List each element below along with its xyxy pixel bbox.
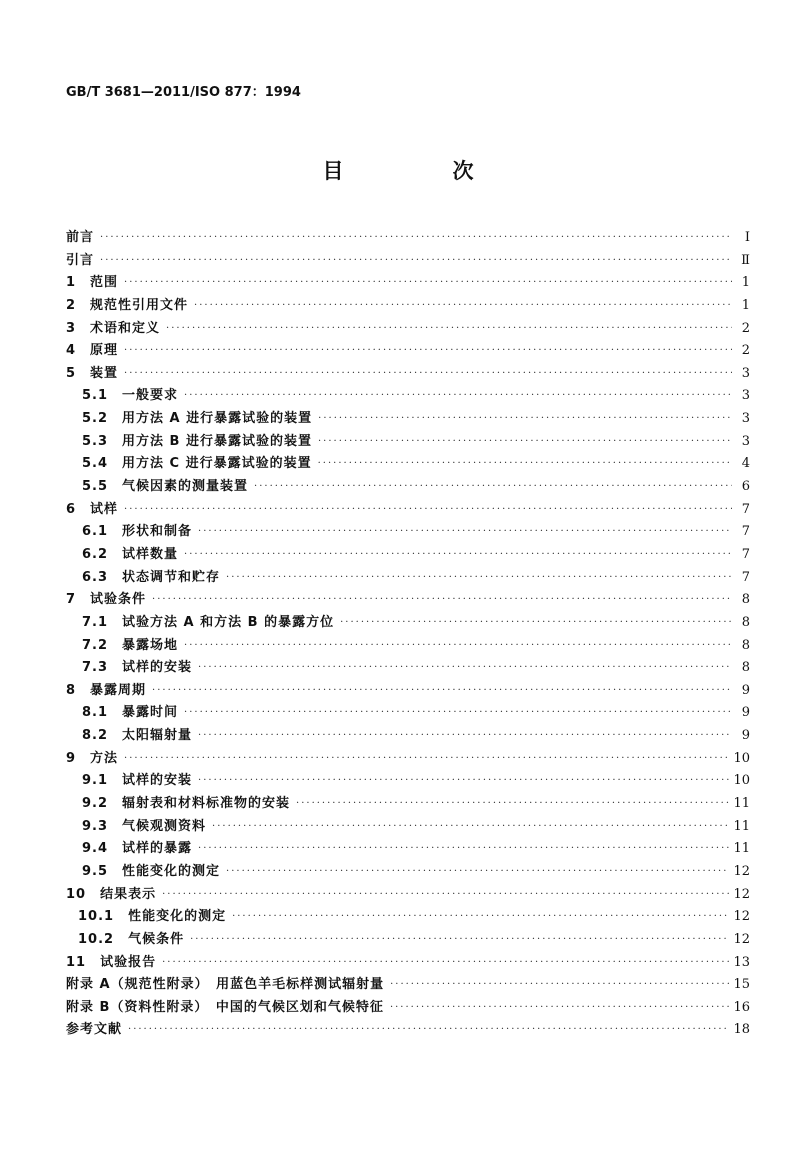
toc-entry[interactable] <box>66 475 750 498</box>
toc-entry-label: 11 试验报告 <box>66 954 157 970</box>
toc-entry-label: 引言 <box>66 252 95 268</box>
toc-entry-page-number: 12 <box>733 931 750 947</box>
toc-entry[interactable] <box>66 701 750 724</box>
toc-entry[interactable] <box>66 339 750 362</box>
toc-entry-label: 10.2 气候条件 <box>78 931 185 947</box>
toc-entry-page-number: 8 <box>741 614 750 630</box>
toc-entry-label: 1 范围 <box>66 275 119 291</box>
toc-entry-page-number: 1 <box>741 275 750 291</box>
toc-entry-label: 7.3 试样的安装 <box>82 660 193 676</box>
toc-entry-page-number: 12 <box>733 909 750 925</box>
toc-leader-dots <box>152 685 732 696</box>
toc-entry[interactable] <box>66 271 750 294</box>
toc-entry-page-number: 7 <box>741 524 750 540</box>
toc-entry-page-number: 3 <box>741 433 750 449</box>
toc-entry[interactable] <box>66 883 750 906</box>
toc-leader-dots <box>198 843 729 854</box>
toc-entry-label: 7 试验条件 <box>66 592 147 608</box>
toc-leader-dots <box>184 707 732 718</box>
toc-entry-page-number: 18 <box>733 1022 750 1038</box>
toc-leader-dots <box>124 277 732 288</box>
toc-entry-page-number: 9 <box>741 705 750 721</box>
toc-leader-dots <box>318 458 732 469</box>
toc-leader-dots <box>194 300 732 311</box>
toc-entry-label: 8.1 暴露时间 <box>82 705 179 721</box>
toc-leader-dots <box>166 323 732 334</box>
toc-entry-label: 6.2 试样数量 <box>82 546 179 562</box>
toc-entry[interactable] <box>66 566 750 589</box>
toc-entry-page-number: 7 <box>741 569 750 585</box>
toc-entry-page-number: 16 <box>733 999 750 1015</box>
toc-leader-dots <box>124 753 729 764</box>
toc-entry[interactable] <box>66 724 750 747</box>
toc-entry[interactable] <box>66 384 750 407</box>
toc-entry-page-number: 7 <box>741 501 750 517</box>
toc-leader-dots <box>340 617 732 628</box>
toc-entry[interactable] <box>66 928 750 951</box>
toc-entry[interactable] <box>66 498 750 521</box>
toc-entry-label: 参考文献 <box>66 1022 123 1038</box>
toc-entry[interactable] <box>66 905 750 928</box>
toc-entry-label: 9.4 试样的暴露 <box>82 841 193 857</box>
toc-entry-label: 5.1 一般要求 <box>82 388 179 404</box>
toc-entry[interactable] <box>66 634 750 657</box>
toc-entry-label: 7.2 暴露场地 <box>82 637 179 653</box>
page-title: 目 次 <box>322 159 518 183</box>
toc-entry-label: 9.3 气候观测资料 <box>82 818 207 834</box>
toc-entry-page-number: Ⅱ <box>741 252 750 268</box>
toc-entry-label: 4 原理 <box>66 343 119 359</box>
toc-entry[interactable] <box>66 792 750 815</box>
toc-entry-label: 10.1 性能变化的测定 <box>78 909 227 925</box>
toc-entry[interactable] <box>66 520 750 543</box>
toc-leader-dots <box>390 1002 730 1013</box>
toc-entry[interactable] <box>66 656 750 679</box>
toc-entry[interactable] <box>66 837 750 860</box>
toc-entry-page-number: 4 <box>741 456 750 472</box>
toc-leader-dots <box>232 911 729 922</box>
toc-leader-dots <box>198 662 732 673</box>
toc-leader-dots <box>212 821 729 832</box>
toc-leader-dots <box>100 255 732 266</box>
toc-leader-dots <box>318 436 732 447</box>
toc-entry-page-number: 11 <box>733 841 750 857</box>
toc-entry-page-number: 13 <box>733 954 750 970</box>
toc-entry-label: 10 结果表示 <box>66 886 157 902</box>
toc-leader-dots <box>254 481 732 492</box>
toc-entry[interactable] <box>66 973 750 996</box>
toc-entry[interactable] <box>66 430 750 453</box>
toc-leader-dots <box>124 368 732 379</box>
toc-entry-page-number: Ⅰ <box>744 230 750 245</box>
toc-leader-dots <box>128 1024 729 1035</box>
toc-entry-page-number: 3 <box>741 365 750 381</box>
toc-entry-page-number: 8 <box>741 660 750 676</box>
toc-entry[interactable] <box>66 294 750 317</box>
toc-entry[interactable] <box>66 226 750 249</box>
toc-entry-page-number: 11 <box>733 818 750 834</box>
toc-entry-label: 5.5 气候因素的测量装置 <box>82 479 249 495</box>
toc-entry[interactable] <box>66 951 750 974</box>
toc-entry-page-number: 10 <box>733 750 750 766</box>
toc-entry[interactable] <box>66 249 750 272</box>
toc-leader-dots <box>390 979 729 990</box>
toc-leader-dots <box>184 549 732 560</box>
toc-entry[interactable] <box>66 317 750 340</box>
toc-entry-page-number: 9 <box>741 682 750 698</box>
toc-entry-label: 5.4 用方法 C 进行暴露试验的装置 <box>82 456 312 472</box>
toc-entry[interactable] <box>66 543 750 566</box>
toc-entry-page-number: 2 <box>741 320 750 336</box>
toc-entry[interactable] <box>66 362 750 385</box>
toc-leader-dots <box>226 866 729 877</box>
toc-entry-page-number: 12 <box>733 863 750 879</box>
toc-entry-label: 附录 B（资料性附录） 中国的气候区划和气候特征 <box>66 999 384 1015</box>
toc-entry-label: 前言 <box>66 230 95 245</box>
toc-leader-dots <box>296 798 729 809</box>
toc-leader-dots <box>184 390 732 401</box>
toc-entry-page-number: 8 <box>741 592 750 608</box>
toc-leader-dots <box>226 572 732 583</box>
toc-entry-label: 2 规范性引用文件 <box>66 297 189 313</box>
toc-leader-dots <box>184 640 732 651</box>
toc-entry-page-number: 7 <box>741 546 750 562</box>
toc-leader-dots <box>190 934 729 945</box>
toc-entry-page-number: 3 <box>741 388 750 404</box>
toc-entry-page-number: 12 <box>733 886 750 902</box>
toc-entry[interactable] <box>66 815 750 838</box>
toc-entry-page-number: 10 <box>733 773 750 789</box>
toc-entry-page-number: 8 <box>741 637 750 653</box>
toc-entry-label: 9.1 试样的安装 <box>82 773 193 789</box>
toc-entry[interactable] <box>66 1018 750 1041</box>
toc-entry-label: 5.3 用方法 B 进行暴露试验的装置 <box>82 433 312 449</box>
standard-number: GB/T 3681—2011/ISO 877：1994 <box>66 85 301 100</box>
toc-entry[interactable] <box>66 769 750 792</box>
toc-entry[interactable] <box>66 860 750 883</box>
toc-entry[interactable] <box>66 588 750 611</box>
toc-leader-dots <box>162 889 729 900</box>
toc-entry[interactable] <box>66 611 750 634</box>
table-of-contents <box>66 226 750 1041</box>
toc-entry-label: 6.1 形状和制备 <box>82 524 193 540</box>
toc-entry-page-number: 3 <box>741 411 750 427</box>
toc-entry-page-number: 2 <box>741 343 750 359</box>
toc-entry-label: 9.2 辐射表和材料标准物的安装 <box>82 796 291 812</box>
toc-leader-dots <box>318 413 732 424</box>
toc-entry-page-number: 15 <box>733 977 750 993</box>
toc-entry-page-number: 11 <box>733 796 750 812</box>
toc-leader-dots <box>152 594 732 605</box>
toc-entry[interactable] <box>66 747 750 770</box>
toc-entry[interactable] <box>66 407 750 430</box>
toc-entry-label: 7.1 试验方法 A 和方法 B 的暴露方位 <box>82 614 335 630</box>
toc-entry[interactable] <box>66 679 750 702</box>
toc-leader-dots <box>198 775 729 786</box>
toc-leader-dots <box>198 730 732 741</box>
toc-entry-label: 5 装置 <box>66 365 119 381</box>
toc-entry-label: 5.2 用方法 A 进行暴露试验的装置 <box>82 411 313 427</box>
toc-entry-label: 3 术语和定义 <box>66 320 161 336</box>
toc-leader-dots <box>124 504 732 515</box>
toc-entry[interactable] <box>66 452 750 475</box>
toc-entry-label: 6.3 状态调节和贮存 <box>82 569 221 585</box>
toc-entry-label: 6 试样 <box>66 501 119 517</box>
toc-leader-dots <box>198 526 732 537</box>
toc-entry-page-number: 6 <box>741 479 750 495</box>
toc-entry-label: 附录 A（规范性附录） 用蓝色羊毛标样测试辐射量 <box>66 977 385 993</box>
toc-entry-label: 9 方法 <box>66 750 119 766</box>
toc-leader-dots <box>124 345 732 356</box>
toc-leader-dots <box>162 957 729 968</box>
toc-entry-page-number: 1 <box>741 297 750 313</box>
toc-entry-label: 8 暴露周期 <box>66 682 147 698</box>
toc-entry-label: 8.2 太阳辐射量 <box>82 728 193 744</box>
toc-leader-dots <box>100 232 732 243</box>
toc-entry[interactable] <box>66 996 750 1019</box>
toc-entry-label: 9.5 性能变化的测定 <box>82 863 221 879</box>
toc-entry-page-number: 9 <box>741 728 750 744</box>
